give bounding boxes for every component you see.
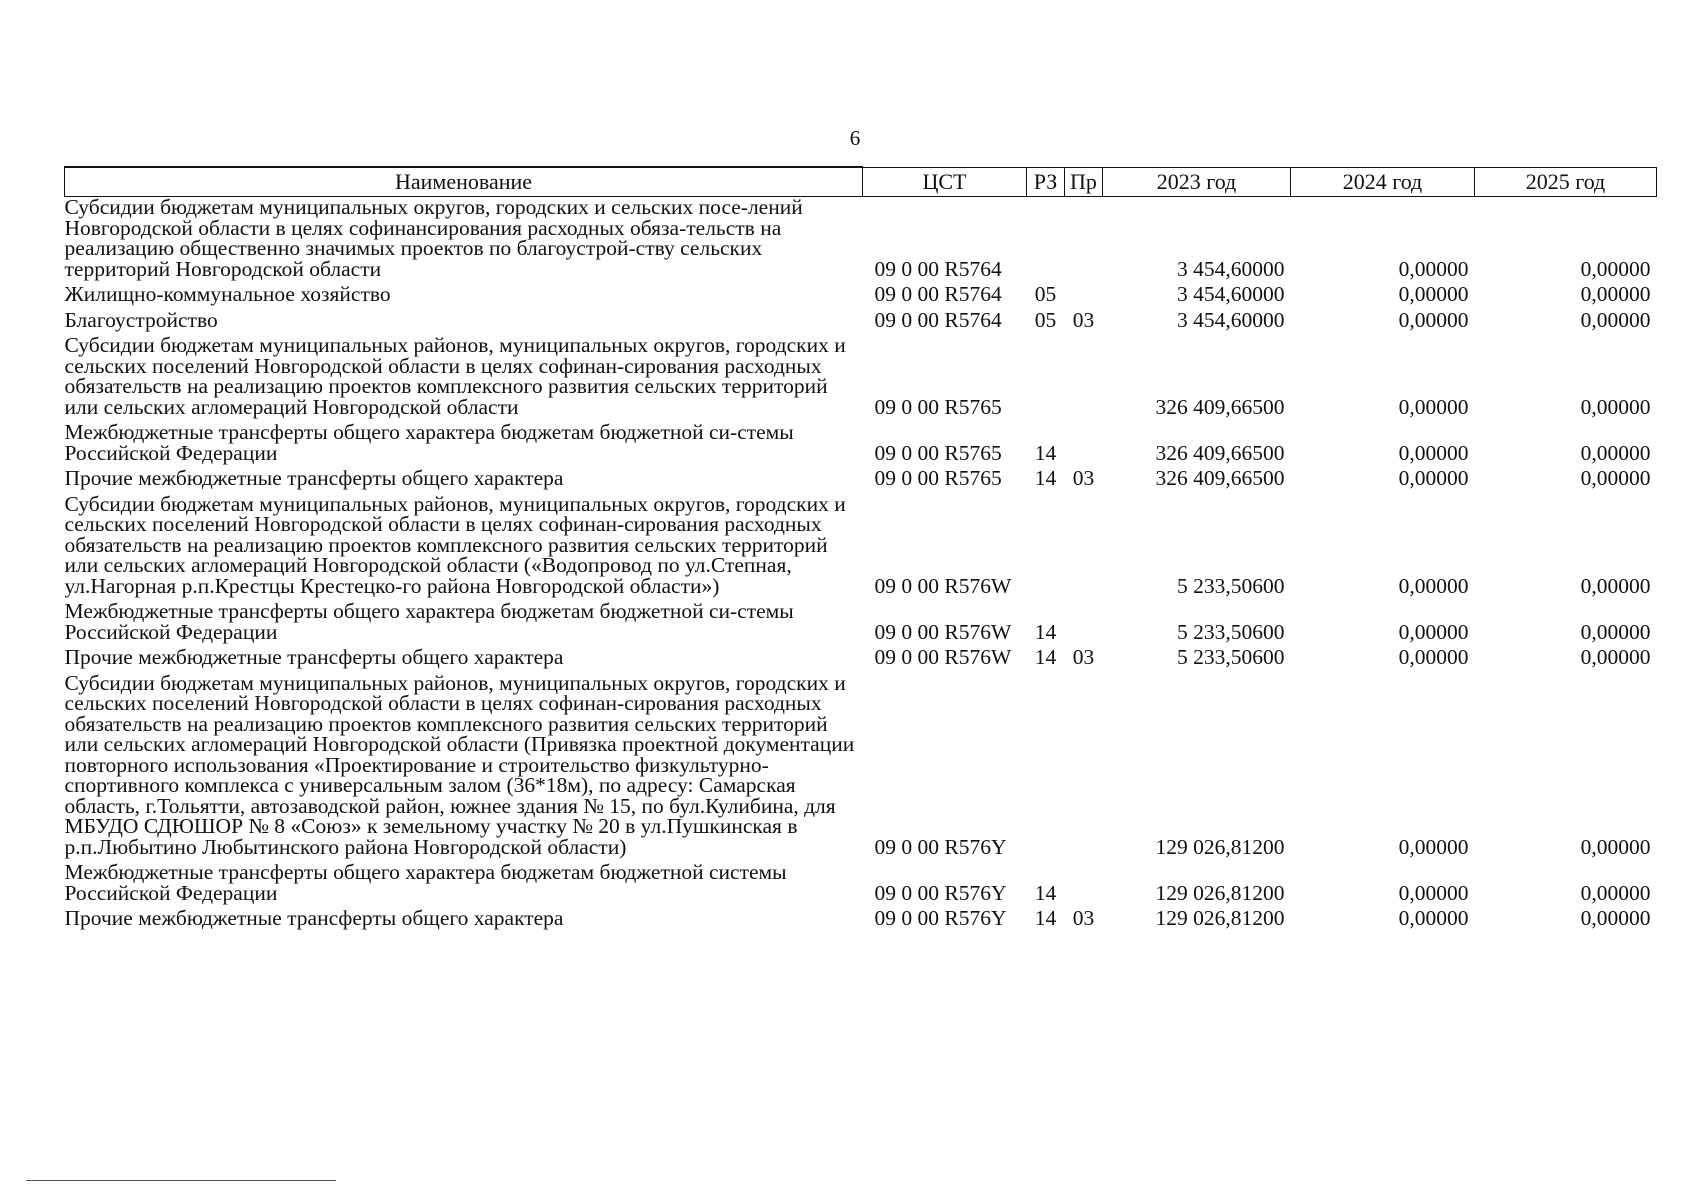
- row-2025: 0,00000: [1580, 573, 1651, 598]
- row-2024: 0,00000: [1398, 394, 1469, 419]
- row-pr: 03: [1072, 307, 1095, 332]
- row-2023: 5 233,50600: [1177, 573, 1285, 598]
- row-2025: 0,00000: [1580, 256, 1651, 281]
- header-cst: ЦСТ: [863, 167, 1027, 197]
- row-pr: [1065, 601, 1103, 647]
- table-row: [65, 647, 1657, 673]
- row-name: Жилищно-коммунальное хозяйство: [64, 282, 391, 306]
- row-2025: 0,00000: [1580, 880, 1651, 905]
- row-pr: [1065, 422, 1103, 468]
- row-rz: 05: [1034, 307, 1057, 332]
- row-cst: 09 0 00 R5764: [874, 256, 1002, 281]
- table-row: [65, 601, 1657, 647]
- table-row: [65, 422, 1657, 468]
- header-pr: Пр: [1065, 167, 1103, 197]
- row-rz: [1027, 335, 1065, 422]
- row-rz: [1027, 494, 1065, 602]
- row-2023: 326 409,66500: [1155, 440, 1285, 465]
- row-cst: 09 0 00 R5765: [874, 440, 1002, 465]
- header-name: Наименование: [65, 167, 863, 197]
- row-2024: 0,00000: [1398, 256, 1469, 281]
- row-2023: 5 233,50600: [1177, 645, 1285, 669]
- row-2025: 0,00000: [1580, 906, 1651, 930]
- row-2023: 326 409,66500: [1155, 466, 1285, 490]
- row-2025: 0,00000: [1580, 619, 1651, 644]
- page-number: 6: [849, 126, 861, 150]
- row-cst: 09 0 00 R576Y: [874, 906, 1007, 930]
- row-rz: 05: [1034, 282, 1057, 306]
- row-name: Межбюджетные трансферты общего характера бюджетам бюджетной си-стемы Российской Федерации: [64, 599, 794, 644]
- row-rz: 14: [1034, 440, 1057, 465]
- row-rz: 14: [1034, 619, 1057, 644]
- row-name: Прочие межбюджетные трансферты общего характера: [64, 466, 564, 490]
- footer-rule: [26, 1180, 336, 1181]
- table-row: [65, 310, 1657, 336]
- row-rz: 14: [1034, 906, 1057, 930]
- row-rz: [1027, 197, 1065, 285]
- row-name: Прочие межбюджетные трансферты общего характера: [64, 645, 564, 669]
- budget-table: [64, 166, 1657, 934]
- row-cst: 09 0 00 R5764: [874, 307, 1002, 332]
- row-2024: 0,00000: [1398, 573, 1469, 598]
- header-rz: РЗ: [1027, 167, 1065, 197]
- row-2024: 0,00000: [1398, 307, 1469, 332]
- row-pr: 03: [1072, 906, 1095, 930]
- row-2024: 0,00000: [1398, 282, 1469, 306]
- row-2023: 326 409,66500: [1155, 394, 1285, 419]
- row-2023: 3 454,60000: [1177, 307, 1285, 332]
- row-2024: 0,00000: [1398, 440, 1469, 465]
- row-cst: 09 0 00 R5765: [874, 466, 1002, 490]
- table-row: [65, 494, 1657, 602]
- row-pr: [1065, 673, 1103, 863]
- row-name: Благоустройство: [64, 307, 218, 332]
- table-row: [65, 862, 1657, 908]
- row-2023: 3 454,60000: [1177, 256, 1285, 281]
- row-2023: 129 026,81200: [1155, 834, 1285, 859]
- row-2025: 0,00000: [1580, 394, 1651, 419]
- row-cst: 09 0 00 R5764: [874, 282, 1002, 306]
- row-2025: 0,00000: [1580, 645, 1651, 669]
- row-name: Субсидии бюджетам муниципальных округов, городских и сельских посе-лений Новгородской области в целях софинансирования расходных обяза-тельств на реализацию общественно значимых проектов по благоустрой-ству сельских территорий Новгородской области: [64, 195, 803, 281]
- row-2025: 0,00000: [1580, 307, 1651, 332]
- row-2024: 0,00000: [1398, 619, 1469, 644]
- row-pr: [1065, 335, 1103, 422]
- row-2025: 0,00000: [1580, 466, 1651, 490]
- row-pr: [1065, 197, 1103, 285]
- row-2024: 0,00000: [1398, 834, 1469, 859]
- header-2023: 2023 год: [1103, 167, 1291, 197]
- row-2024: 0,00000: [1398, 466, 1469, 490]
- row-name: Прочие межбюджетные трансферты общего характера: [64, 906, 564, 930]
- row-2025: 0,00000: [1580, 440, 1651, 465]
- table-row: [65, 468, 1657, 494]
- header-2025: 2025 год: [1475, 167, 1657, 197]
- row-cst: 09 0 00 R576W: [874, 573, 1012, 598]
- table-row: [65, 284, 1657, 310]
- row-cst: 09 0 00 R5765: [874, 394, 1002, 419]
- row-pr: 03: [1072, 645, 1095, 669]
- table-row: [65, 335, 1657, 422]
- row-name: Субсидии бюджетам муниципальных районов, муниципальных округов, городских и сельских поселений Новгородской области в целях софинан-сирования расходных обязательств на реализацию проектов комплексного развития сельских территорий или сельских агломераций Новгородской области (Привязка проектной документации повторного использования «Проектирование и строительство физкультурно-спортивного комплекса с универсальным залом (36*18м), по адресу: Самарская область, г.Тольятти, автозаводской район, южнее здания № 15, по бул.Кулибина, для МБУДО СДЮШОР № 8 «Союз» к земельному участку № 20 в ул.Пушкинская в р.п.Любытино Любытинского района Новгородской области): [64, 670, 855, 859]
- table-row: [65, 197, 1657, 285]
- row-2025: 0,00000: [1580, 834, 1651, 859]
- row-2024: 0,00000: [1398, 880, 1469, 905]
- row-pr: [1065, 862, 1103, 908]
- row-name: Межбюджетные трансферты общего характера бюджетам бюджетной си-стемы Российской Федерации: [64, 420, 794, 465]
- row-pr: [1065, 494, 1103, 602]
- row-rz: 14: [1034, 645, 1057, 669]
- row-pr: 03: [1072, 466, 1095, 490]
- row-rz: 14: [1034, 880, 1057, 905]
- row-pr: [1065, 284, 1103, 310]
- row-2023: 5 233,50600: [1177, 619, 1285, 644]
- row-rz: [1027, 673, 1065, 863]
- row-2024: 0,00000: [1398, 645, 1469, 669]
- row-2023: 129 026,81200: [1155, 880, 1285, 905]
- row-2025: 0,00000: [1580, 282, 1651, 306]
- row-cst: 09 0 00 R576Y: [874, 834, 1007, 859]
- table-body: [65, 197, 1657, 934]
- row-name: Субсидии бюджетам муниципальных районов, муниципальных округов, городских и сельских поселений Новгородской области в целях софинан-сирования расходных обязательств на реализацию проектов комплексного развития сельских территорий или сельских агломераций Новгородской области: [64, 333, 846, 419]
- row-cst: 09 0 00 R576Y: [874, 880, 1007, 905]
- table-header: [65, 167, 1657, 197]
- row-2024: 0,00000: [1398, 906, 1469, 930]
- row-name: Субсидии бюджетам муниципальных районов, муниципальных округов, городских и сельских поселений Новгородской области в целях софинан-сирования расходных обязательств на реализацию проектов комплексного развития сельских территорий или сельских агломераций Новгородской области («Водопровод по ул.Степная, ул.Нагорная р.п.Крестцы Крестецко-го района Новгородской области»): [64, 491, 846, 598]
- row-cst: 09 0 00 R576W: [874, 619, 1012, 644]
- table-row: [65, 673, 1657, 863]
- header-2024: 2024 год: [1291, 167, 1475, 197]
- row-2023: 3 454,60000: [1177, 282, 1285, 306]
- row-name: Межбюджетные трансферты общего характера бюджетам бюджетной системы Российской Федерации: [64, 860, 787, 905]
- row-2023: 129 026,81200: [1155, 906, 1285, 930]
- row-rz: 14: [1034, 466, 1057, 490]
- row-cst: 09 0 00 R576W: [874, 645, 1012, 669]
- table-row: [65, 908, 1657, 934]
